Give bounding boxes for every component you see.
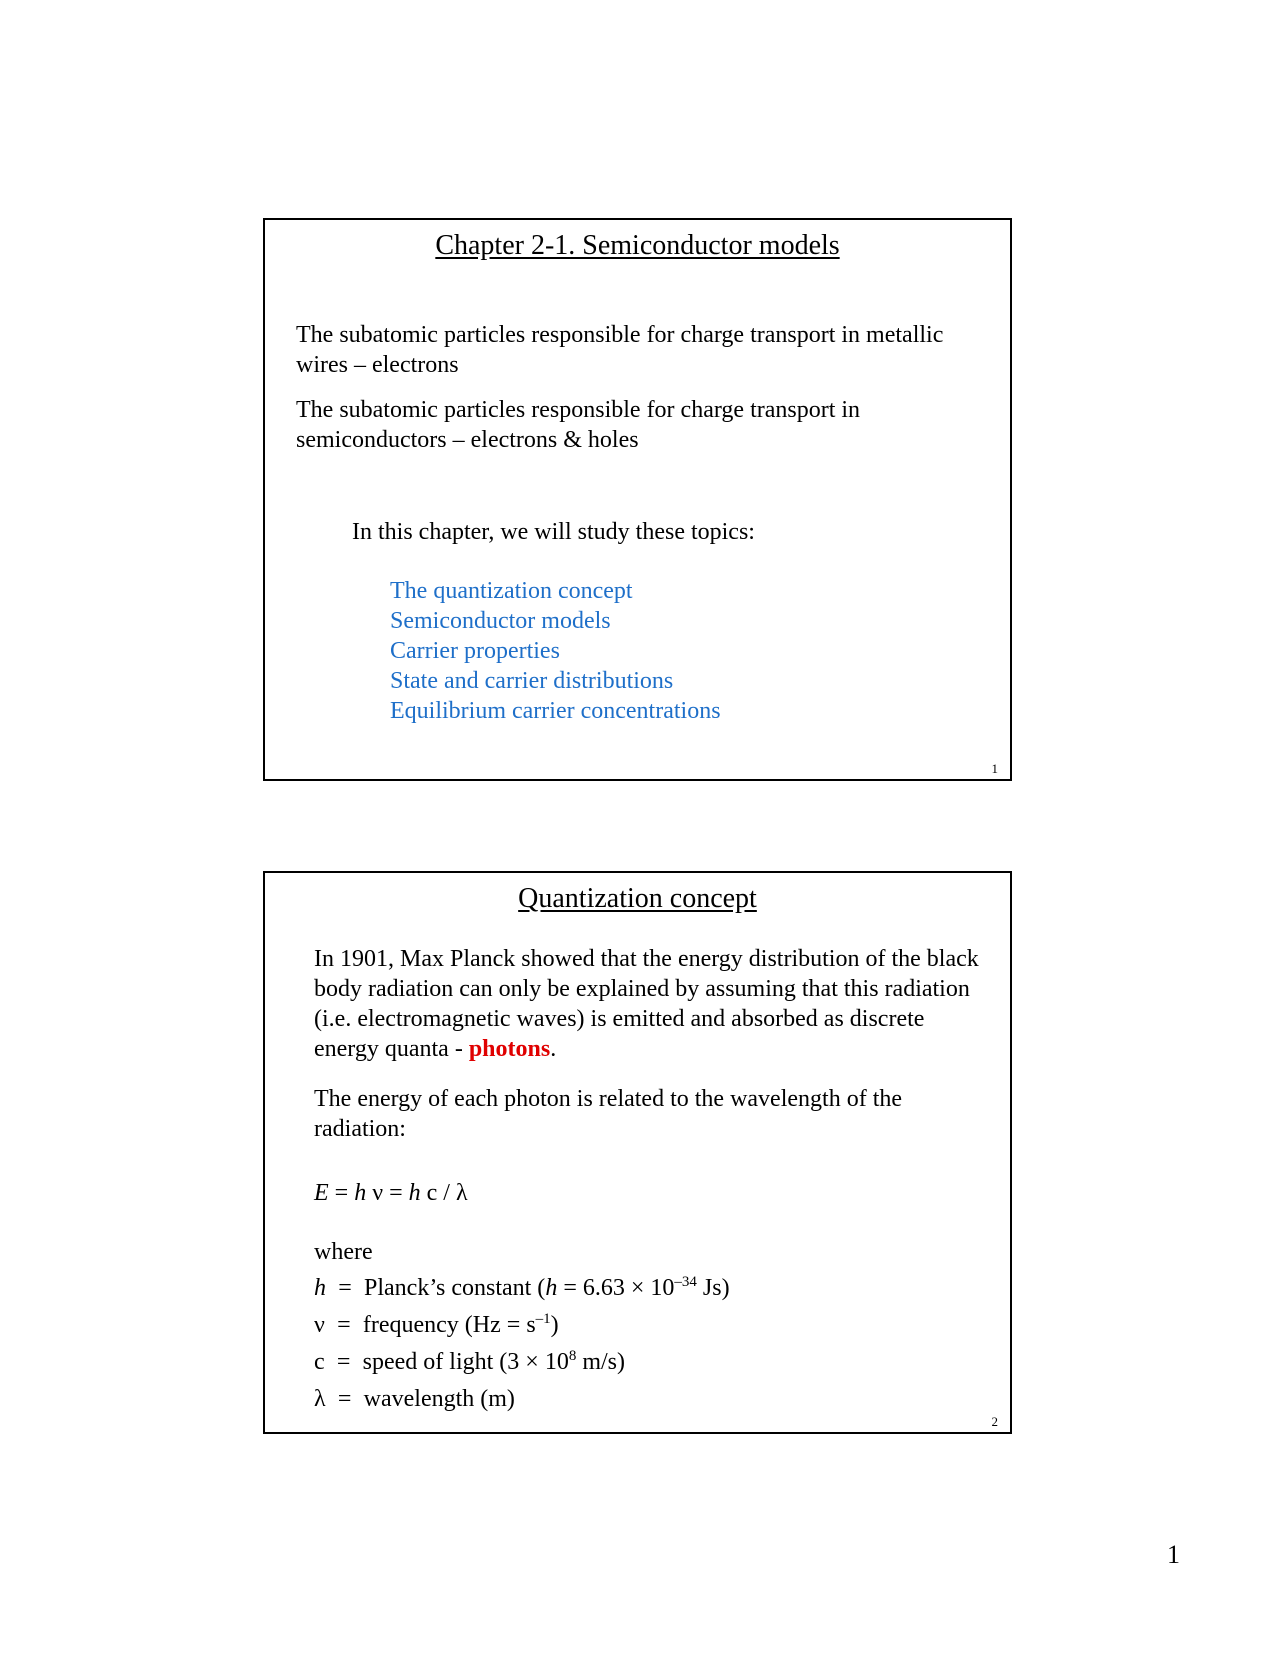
slide-2 (263, 871, 1012, 1434)
def-h-mid: = 6.63 × 10 (557, 1275, 675, 1301)
slide-1 (263, 218, 1012, 781)
def-h-end: Js) (696, 1275, 730, 1301)
topic-list (390, 576, 721, 726)
definition-c (314, 1347, 625, 1377)
def-h-text: Planck’s constant ( (364, 1275, 546, 1301)
definition-lambda (314, 1384, 515, 1414)
def-h-eq: = (338, 1275, 352, 1301)
formula-eq2: = (383, 1180, 409, 1206)
page-number: 1 (1167, 1540, 1180, 1569)
def-h-sym2: h (545, 1275, 558, 1301)
def-c-text: speed of light (3 × 10 (362, 1349, 569, 1375)
slide-1-intro: In this chapter, we will study these topics: (352, 519, 755, 545)
slide-1-title: Chapter 2-1. Semiconductor models (435, 230, 840, 261)
def-lambda-eq: = (337, 1386, 352, 1412)
where-label: where (314, 1239, 373, 1265)
formula-rest: c / λ (420, 1180, 468, 1206)
def-nu-end: ) (550, 1312, 559, 1338)
def-h-sup: –34 (674, 1274, 697, 1290)
def-lambda-symbol: λ (314, 1386, 326, 1412)
slide-2-number: 2 (991, 1414, 998, 1429)
formula-E: E (314, 1180, 329, 1206)
topic-item: State and carrier distributions (390, 668, 674, 694)
topic-item: Semiconductor models (390, 608, 611, 634)
slide-1-paragraph-1: The subatomic particles responsible for charge transport in metallic wires – electrons (296, 322, 944, 378)
slide-2-title: Quantization concept (518, 883, 757, 914)
energy-formula (314, 1178, 468, 1208)
formula-nu: ν (366, 1180, 384, 1206)
planck-text-end: . (550, 1036, 557, 1062)
def-nu-eq: = (337, 1312, 351, 1338)
formula-h2: h (408, 1180, 421, 1206)
topic-item: The quantization concept (390, 578, 633, 604)
formula-eq1: = (328, 1180, 355, 1206)
def-nu-text: frequency (Hz = s (362, 1312, 536, 1338)
topic-item: Equilibrium carrier concentrations (390, 698, 721, 724)
topic-item: Carrier properties (390, 638, 560, 664)
slide-1-number: 1 (991, 761, 998, 776)
def-lambda-text: wavelength (m) (363, 1386, 515, 1412)
slide-1-paragraph-2: The subatomic particles responsible for charge transport in semiconductors – electrons & holes (296, 397, 861, 453)
photons-highlight: photons (468, 1036, 551, 1062)
formula-h1: h (354, 1180, 367, 1206)
def-c-sup: 8 (568, 1348, 577, 1364)
def-h-symbol: h (314, 1275, 326, 1301)
definition-h (314, 1273, 730, 1303)
planck-text: In 1901, Max Planck showed that the energy distribution of the black body radiation can only be explained by assuming that this radiation (i.e. electromagnetic waves) is emitted and absorbed as discrete energy quanta - (314, 946, 979, 1062)
energy-paragraph: The energy of each photon is related to the wavelength of the radiation: (314, 1086, 903, 1142)
def-c-end: m/s) (576, 1349, 625, 1375)
def-nu-symbol: ν (314, 1312, 325, 1338)
definition-nu (314, 1310, 559, 1340)
def-c-eq: = (336, 1349, 351, 1375)
def-c-symbol: c (314, 1349, 325, 1375)
planck-paragraph (314, 944, 994, 1064)
def-nu-sup: –1 (535, 1311, 551, 1327)
